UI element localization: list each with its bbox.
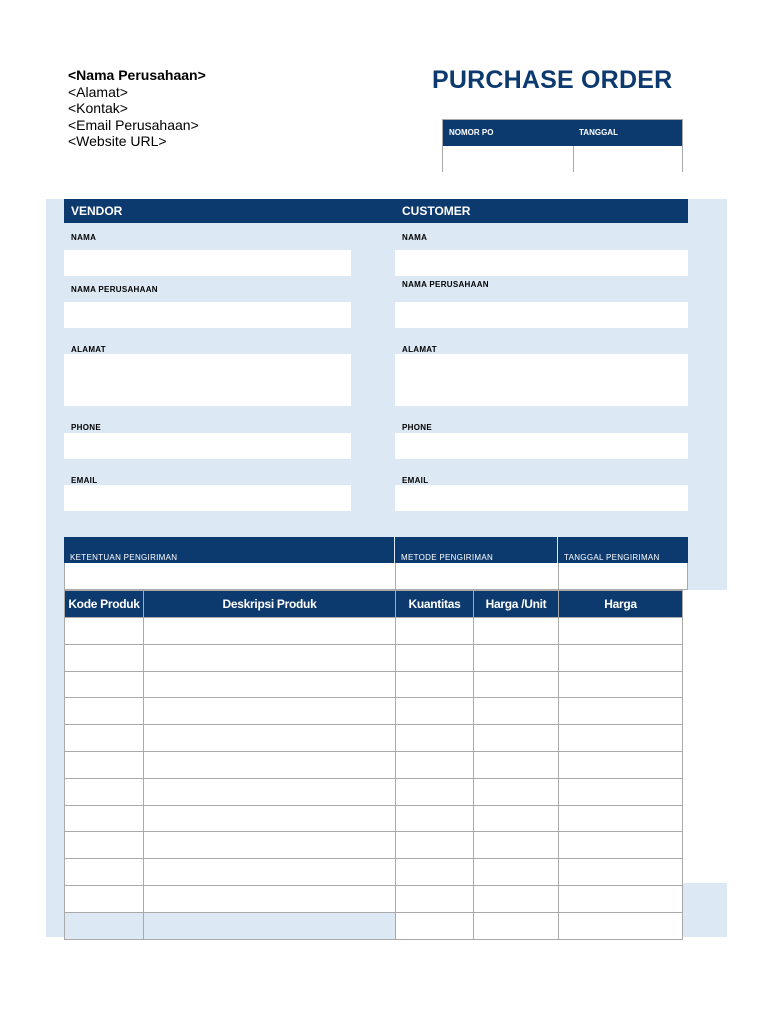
vendor-phone-label: PHONE	[71, 423, 101, 432]
customer-company-field[interactable]	[395, 302, 688, 328]
cell-kuantitas[interactable]	[396, 618, 474, 645]
customer-address-field[interactable]	[395, 354, 688, 406]
cell-kode[interactable]	[65, 778, 144, 805]
company-website: <Website URL>	[68, 133, 167, 149]
cell-harga-unit[interactable]	[474, 751, 559, 778]
items-panel-bg-right	[682, 883, 727, 937]
customer-address-label: ALAMAT	[402, 345, 437, 354]
cell-kode[interactable]	[65, 644, 144, 671]
customer-email-field[interactable]	[395, 485, 688, 511]
vendor-name-field[interactable]	[64, 250, 351, 276]
cell-deskripsi[interactable]	[144, 885, 396, 912]
col-harga: Harga	[559, 591, 683, 618]
shipping-terms-field[interactable]	[64, 563, 396, 590]
customer-name-label: NAMA	[402, 233, 428, 242]
customer-company-label: NAMA PERUSAHAAN	[402, 280, 489, 289]
po-number-field[interactable]	[443, 146, 573, 172]
cell-harga-unit[interactable]	[474, 778, 559, 805]
cell-kode[interactable]	[65, 859, 144, 886]
shipping-method-label: METODE PENGIRIMAN	[401, 553, 494, 562]
cell-harga[interactable]	[559, 859, 683, 886]
cell-kode[interactable]	[65, 805, 144, 832]
cell-harga[interactable]	[559, 805, 683, 832]
cell-kode[interactable]	[65, 618, 144, 645]
cell-deskripsi[interactable]	[144, 725, 396, 752]
shipping-method-header	[395, 537, 558, 563]
shipping-panel-bg-right	[688, 563, 727, 590]
col-deskripsi-produk: Deskripsi Produk	[144, 591, 396, 618]
cell-harga-unit[interactable]	[474, 725, 559, 752]
company-contact: <Kontak>	[68, 100, 128, 116]
cell-harga-unit[interactable]	[474, 912, 559, 939]
po-number-label: NOMOR PO	[449, 128, 494, 137]
company-address: <Alamat>	[68, 83, 128, 100]
company-name: <Nama Perusahaan>	[68, 67, 206, 83]
vendor-address-field[interactable]	[64, 354, 351, 406]
vendor-name-label: NAMA	[71, 233, 97, 242]
table-row	[65, 885, 683, 912]
cell-harga[interactable]	[559, 912, 683, 939]
cell-kode[interactable]	[65, 698, 144, 725]
customer-heading: CUSTOMER	[395, 199, 688, 223]
col-kode-produk: Kode Produk	[65, 591, 144, 618]
customer-phone-label: PHONE	[402, 423, 432, 432]
customer-phone-field[interactable]	[395, 433, 688, 459]
po-date-field[interactable]	[574, 146, 682, 172]
shipping-terms-label: KETENTUAN PENGIRIMAN	[70, 553, 178, 562]
table-row	[65, 725, 683, 752]
cell-deskripsi[interactable]	[144, 698, 396, 725]
cell-kuantitas[interactable]	[396, 644, 474, 671]
cell-harga[interactable]	[559, 885, 683, 912]
cell-deskripsi[interactable]	[144, 912, 396, 939]
cell-deskripsi[interactable]	[144, 671, 396, 698]
vendor-company-field[interactable]	[64, 302, 351, 328]
table-row	[65, 671, 683, 698]
cell-kode[interactable]	[65, 671, 144, 698]
cell-kode[interactable]	[65, 912, 144, 939]
cell-kode[interactable]	[65, 751, 144, 778]
cell-deskripsi[interactable]	[144, 805, 396, 832]
vendor-email-field[interactable]	[64, 485, 351, 511]
cell-harga-unit[interactable]	[474, 832, 559, 859]
cell-harga-unit[interactable]	[474, 698, 559, 725]
company-email: <Email Perusahaan>	[68, 116, 199, 133]
cell-harga-unit[interactable]	[474, 885, 559, 912]
cell-kuantitas[interactable]	[396, 912, 474, 939]
items-header-row	[65, 591, 683, 618]
shipping-terms-header	[64, 537, 395, 563]
table-row	[65, 618, 683, 645]
cell-kuantitas[interactable]	[396, 725, 474, 752]
vendor-company-label: NAMA PERUSAHAAN	[71, 285, 158, 294]
cell-kuantitas[interactable]	[396, 671, 474, 698]
cell-harga[interactable]	[559, 778, 683, 805]
cell-harga[interactable]	[559, 698, 683, 725]
po-info-box	[442, 119, 683, 172]
table-row	[65, 644, 683, 671]
po-date-label: TANGGAL	[579, 128, 618, 137]
vendor-email-label: EMAIL	[71, 476, 98, 485]
cell-harga-unit[interactable]	[474, 859, 559, 886]
cell-harga-unit[interactable]	[474, 671, 559, 698]
vendor-heading: VENDOR	[64, 199, 395, 223]
table-row	[65, 859, 683, 886]
cell-harga-unit[interactable]	[474, 805, 559, 832]
company-info	[68, 67, 206, 150]
cell-kuantitas[interactable]	[396, 805, 474, 832]
cell-harga-unit[interactable]	[474, 618, 559, 645]
cell-harga[interactable]	[559, 725, 683, 752]
customer-email-label: EMAIL	[402, 476, 429, 485]
cell-deskripsi[interactable]	[144, 832, 396, 859]
document-title: PURCHASE ORDER	[432, 66, 673, 94]
table-row	[65, 832, 683, 859]
table-row	[65, 751, 683, 778]
cell-deskripsi[interactable]	[144, 859, 396, 886]
table-row	[65, 778, 683, 805]
shipping-method-field[interactable]	[395, 563, 559, 590]
table-row	[65, 698, 683, 725]
cell-harga[interactable]	[559, 671, 683, 698]
cell-kuantitas[interactable]	[396, 885, 474, 912]
cell-kuantitas[interactable]	[396, 751, 474, 778]
cell-deskripsi[interactable]	[144, 751, 396, 778]
cell-kode[interactable]	[65, 725, 144, 752]
cell-kuantitas[interactable]	[396, 778, 474, 805]
table-row	[65, 805, 683, 832]
cell-deskripsi[interactable]	[144, 778, 396, 805]
cell-harga[interactable]	[559, 618, 683, 645]
customer-name-field[interactable]	[395, 250, 688, 276]
cell-kode[interactable]	[65, 885, 144, 912]
cell-kuantitas[interactable]	[396, 832, 474, 859]
items-table	[64, 590, 683, 940]
shipping-date-label: TANGGAL PENGIRIMAN	[564, 553, 660, 562]
cell-deskripsi[interactable]	[144, 618, 396, 645]
cell-harga[interactable]	[559, 832, 683, 859]
cell-kode[interactable]	[65, 832, 144, 859]
cell-deskripsi[interactable]	[144, 644, 396, 671]
cell-kuantitas[interactable]	[396, 698, 474, 725]
shipping-date-header	[558, 537, 688, 563]
col-harga-unit: Harga /Unit	[474, 591, 559, 618]
shipping-date-field[interactable]	[558, 563, 688, 590]
cell-harga[interactable]	[559, 751, 683, 778]
table-row	[65, 912, 683, 939]
cell-harga[interactable]	[559, 644, 683, 671]
cell-kuantitas[interactable]	[396, 859, 474, 886]
col-kuantitas: Kuantitas	[396, 591, 474, 618]
vendor-address-label: ALAMAT	[71, 345, 106, 354]
vendor-phone-field[interactable]	[64, 433, 351, 459]
cell-harga-unit[interactable]	[474, 644, 559, 671]
